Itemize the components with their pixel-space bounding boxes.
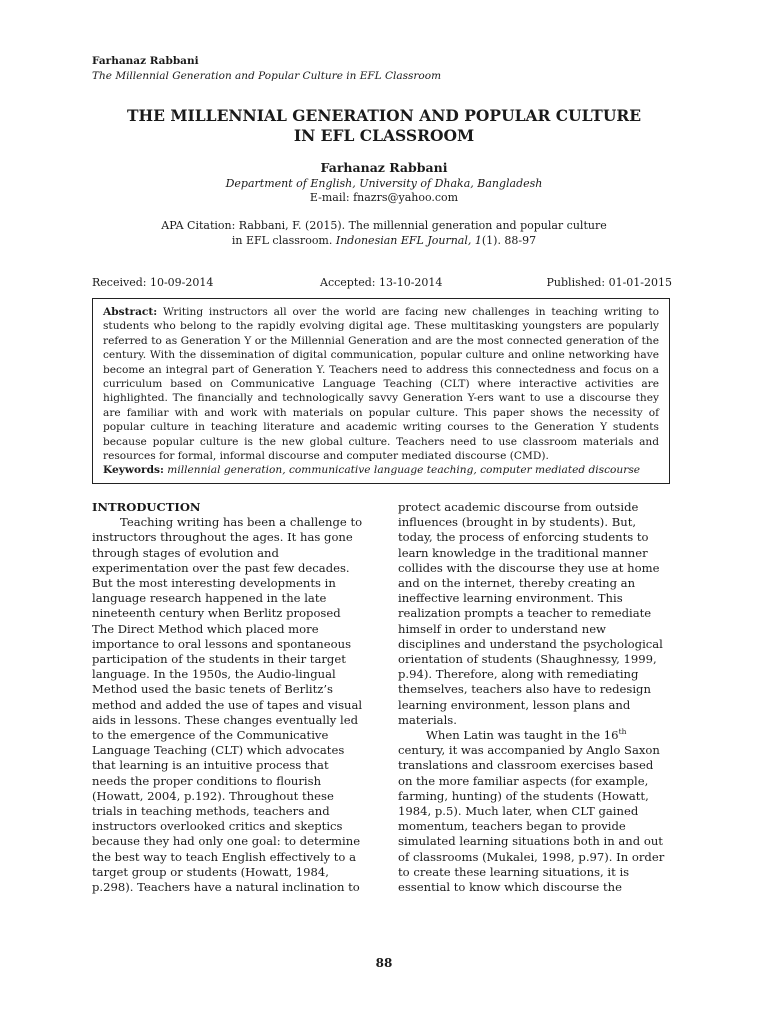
keywords-label: Keywords: [103,464,164,477]
body-line: orientation of students (Shaughnessy, 1999, [398,652,657,667]
body-line: trials in teaching methods, teachers and [92,804,330,819]
received-date: Received: 10-09-2014 [92,276,214,289]
body-line: materials. [398,712,457,727]
running-header-title: The Millennial Generation and Popular Culture in EFL Classroom [92,70,442,82]
title-line-2: IN EFL CLASSROOM [293,126,475,145]
body-line: language research happened in the late [92,591,327,606]
keywords-line [103,463,659,477]
body-line: participation of the students in their target [92,652,346,667]
left-column [92,500,370,895]
body-line: But the most interesting developments in [92,576,336,591]
body-line: the best way to teach English effectively to a [92,849,357,864]
body-line: protect academic discourse from outside [398,500,639,514]
body-line: target group or students (Howatt, 1984, [92,864,329,879]
body-line: p.298). Teachers have a natural inclination to [92,880,360,895]
body-line: translations and classroom exercises based [398,758,654,773]
citation-issue-pages: (1). 88-97 [481,234,537,247]
body-line: simulated learning situations both in and out [398,834,663,849]
body-line: p.94). Therefore, along with remediating [398,667,639,682]
abstract-text: Writing instructors all over the world are facing new challenges in teaching writing to students who belong to the rapidly evolving digital age. These multitasking youngsters are popularly referred to as Generation Y or the Millennial Generation and are the most connected generation of the century. With the dissemination of digital communication, popular culture and online networking have become an integral part of Generation Y. Teachers need to address this connectedness and focus on a curriculum based on Communicative Language Teaching (CLT) where interactive activities are highlighted. The financially and technologically savvy Generation Y-ers want to use a discourse they are familiar with and work with materials on popular culture. This paper shows the necessity of popular culture in teaching literature and academic writing courses to the Generation Y students because popular culture is the new global culture. Teachers need to use classroom materials and resources for formal, informal discourse and computer mediated discourse (CMD). [103,306,659,463]
body-line: aids in lessons. These changes eventually led [92,712,359,727]
body-line: through stages of evolution and [92,545,279,560]
article-title [92,106,676,146]
body-line: (Howatt, 2004, p.192). Throughout these [92,788,334,803]
body-line: learn knowledge in the traditional manner [398,545,648,560]
body-line: because they had only one goal: to determine [92,834,361,849]
right-column [398,500,676,895]
body-line: themselves, teachers also have to redesign [398,682,651,697]
author-email: E-mail: fnazrs@yahoo.com [309,191,459,204]
body-line: and on the internet, thereby creating an [398,576,636,591]
citation-journal: Indonesian EFL Journal, 1 [335,234,482,247]
body-line: disciplines and understand the psychological [398,636,663,651]
body-line: himself in order to understand new [398,621,606,636]
abstract-box [92,298,670,484]
apa-citation [92,218,676,248]
body-line: momentum, teachers began to provide [398,819,626,834]
published-date: Published: 01-01-2015 [546,276,672,289]
keywords-text: millennial generation, communicative language teaching, computer mediated discourse [163,464,641,477]
body-line: Language Teaching (CLT) which advocates [92,743,345,758]
abstract-paragraph [103,305,659,463]
body-line: learning environment, lesson plans and [398,697,631,712]
body-line: needs the proper conditions to flourish [92,773,322,788]
body-line: instructors throughout the ages. It has gone [92,530,353,545]
body-line: Method used the basic tenets of Berlitz’s [92,682,334,697]
accepted-date: Accepted: 13-10-2014 [320,276,443,289]
body-line: collides with the discourse they use at home [398,560,660,575]
section-heading-introduction: INTRODUCTION [92,500,201,514]
ordinal-superscript: th [618,727,627,737]
body-line: essential to know which discourse the [398,880,622,895]
running-header-author: Farhanaz Rabbani [92,55,199,67]
body-line: method and added the use of tapes and visual [92,697,363,712]
page-number: 88 [375,956,393,970]
body-line: century, it was accompanied by Anglo Saxon [398,743,660,758]
body-line: Teaching writing has been a challenge to [120,515,363,530]
body-line: The Direct Method which placed more [92,621,319,636]
title-line-1: THE MILLENNIAL GENERATION AND POPULAR CULTURE [126,106,642,125]
body-line: of classrooms (Mukalei, 1998, p.97). In order [398,849,665,864]
body-line: on the more familiar aspects (for example, [398,773,649,788]
citation-line-2 [92,233,676,248]
body-line: farming, hunting) of the students (Howatt, [398,788,649,803]
body-line: to the emergence of the Communicative [92,728,329,743]
abstract-label: Abstract: [103,306,158,318]
citation-line-1: APA Citation: Rabbani, F. (2015). The millennial generation and popular culture [161,219,607,232]
body-line: importance to oral lessons and spontaneous [92,636,352,651]
body-line: realization prompts a teacher to remediate [398,606,652,621]
body-line-latin [398,728,676,743]
body-line: experimentation over the past few decades. [92,560,350,575]
author-name: Farhanaz Rabbani [320,160,448,175]
author-affiliation: Department of English, University of Dhaka, Bangladesh [225,177,543,190]
body-line: today, the process of enforcing students to [398,530,649,545]
body-line: language. In the 1950s, the Audio-lingual [92,667,336,682]
body-line: to create these learning situations, it is [398,864,630,879]
latin-text: When Latin was taught in the 16 [426,728,619,743]
body-line: that learning is an intuitive process that [92,758,329,773]
body-line: nineteenth century when Berlitz proposed [92,606,341,621]
body-line: 1984, p.5). Much later, when CLT gained [398,804,639,819]
citation-line-2-start: in EFL classroom. [231,234,336,247]
body-line: ineffective learning environment. This [398,591,623,606]
body-line: instructors overlooked critics and skeptics [92,819,343,834]
body-line: influences (brought in by students). But, [398,515,637,530]
